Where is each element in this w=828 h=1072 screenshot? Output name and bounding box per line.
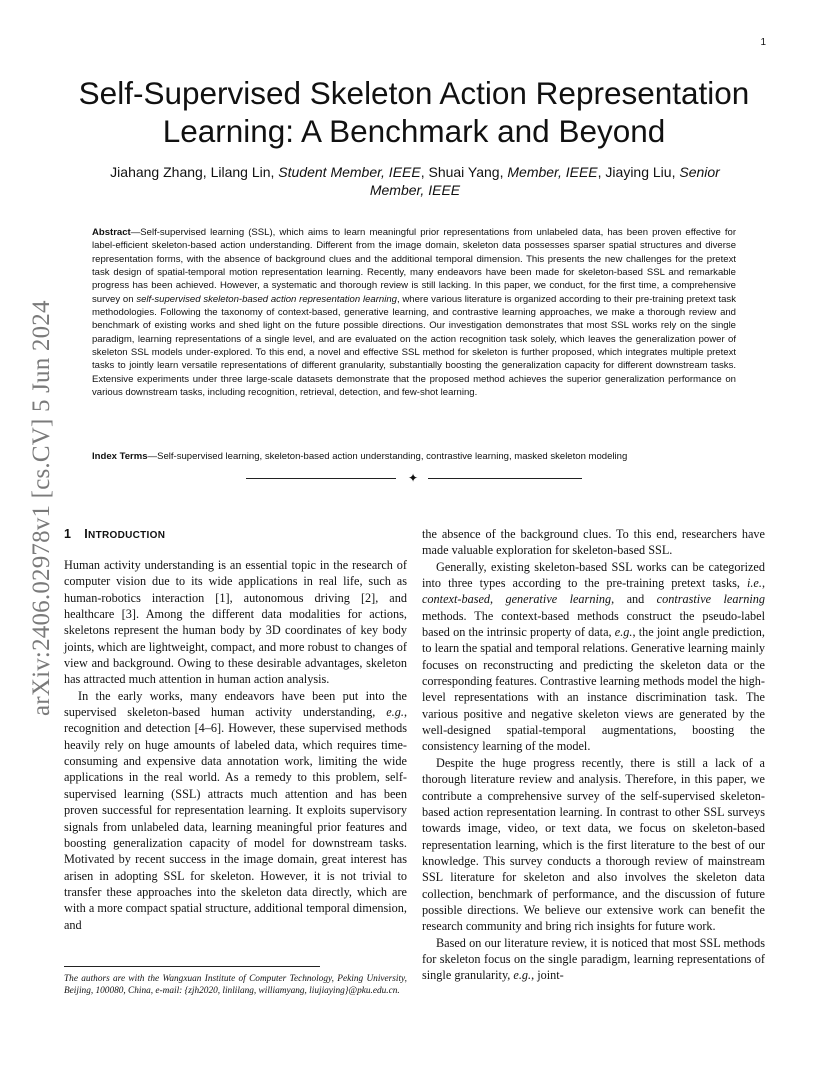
- paragraph: Despite the huge progress recently, there is still a lack of a thorough literature review and analysis. Therefore, in this paper, we contribute a comprehensive survey of the self-supervised skeleton-based action representation learning. In contrast to other SSL surveys towards image, video, or text data, we focus on skeleton-based representation learning, which is the first literature to the best of our knowledge. This survey conducts a thorough review of mainstream SSL literature for skeleton and also involves the skeleton data collection, benchmark of performance, and the discussion of future possible directions. We believe our extensive work can benefit the research community and bring rich insights for future work.: [422, 755, 765, 934]
- arxiv-identifier: arXiv:2406.02978v1 [cs.CV] 5 Jun 2024: [28, 300, 55, 716]
- footnote-rule: [64, 966, 320, 967]
- paragraph-text: , the joint angle prediction, to learn the spatial and temporal relations. Generative learning mainly focuses on reconstructing and predicting the skeleton data or the corresponding features. Contrastive learning methods model the high-level representations with an instance discrimination task. The various positive and negative skeleton views are generated by the well-designed spatial-temporal augmentations, boosting the consistency learning of the model.: [422, 625, 765, 754]
- author-role-1: Student Member, IEEE: [278, 164, 421, 180]
- paragraph-text: In the early works, many endeavors have been put into the supervised skeleton-based human activity understanding,: [64, 688, 407, 720]
- author-names-3: , Jiaying Liu,: [597, 164, 680, 180]
- paragraph-text: , joint-: [531, 968, 564, 983]
- paragraph: [64, 688, 407, 933]
- section-divider: [246, 471, 582, 485]
- divider-line-left: [246, 478, 396, 479]
- paragraph-emphasis: e.g.: [513, 968, 532, 983]
- author-list: [110, 163, 720, 199]
- section-heading: [64, 527, 165, 541]
- divider-line-right: [428, 478, 582, 479]
- paragraph-text: , and: [611, 592, 657, 607]
- page-number: 1: [760, 37, 766, 48]
- author-role-3: Senior Member, IEEE: [369, 164, 720, 198]
- paper-title: [55, 74, 773, 150]
- section-title-initial: I: [84, 527, 89, 541]
- paragraph-emphasis: context-based: [422, 592, 491, 607]
- right-column: [422, 526, 765, 984]
- paragraph-emphasis: generative learning: [505, 592, 612, 607]
- paragraph-text: Based on our literature review, it is noticed that most SSL methods for skeleton focus on the single paradigm, learning representations of single granularity,: [422, 935, 765, 983]
- paragraph: Generally, existing skeleton-based SSL works can be categorized into three types according to the pre-training pretext tasks, i.e., context-based, generative learning, and contrastive learning methods. The context-based methods construct the pseudo-label based on the intrinsic property of data, e.g., the joint angle prediction, to learn the spatial and temporal relations. Generative learning mainly focuses on reconstructing and predicting the skeleton data or the corresponding features. Contrastive learning methods model the high-level representations with an instance discrimination task. The various positive and negative skeleton views are generated by the well-designed spatial-temporal augmentations, boosting the consistency learning of the model.: [422, 559, 765, 754]
- paragraph: the absence of the background clues. To this end, researchers have made valuable exploration for skeleton-based SSL.: [422, 527, 765, 558]
- author-names-1: Jiahang Zhang, Lilang Lin,: [110, 164, 279, 180]
- footnote: The authors are with the Wangxuan Institute of Computer Technology, Peking University, Beijing, 100080, China, e-mail: {zjh2020, linlilang, williamyang, liujiaying}@pku.edu.cn.: [64, 974, 407, 997]
- left-column: [64, 557, 407, 933]
- paragraph-text: methods. The context-based methods construct the pseudo-label based on the intrinsic property of data,: [422, 608, 765, 640]
- abstract-emphasis: self-supervised skeleton-based action representation learning: [136, 293, 397, 305]
- paragraph-emphasis: contrastive learning: [656, 592, 765, 607]
- paragraph-text: , recognition and detection [4–6]. However, these supervised methods heavily rely on huge amounts of labeled data, which requires time-consuming and expensive data annotation work, limiting the wide applications in the real world. As a remedy to this problem, self-supervised learning (SSL) attracts much attention and has been proven successful for representation learning. It exploits supervisory signals from unlabeled data, learning meaningful prior features and boosting generalization capacity of model for downstream tasks. Motivated by recent success in the image domain, great interest has arisen in adopting SSL for skeleton. However, it is not trivial to transfer these approaches into the skeleton data directly, which are with a more compact spatial structure, additional temporal dimension, and: [64, 705, 407, 932]
- divider-star-icon: ✦: [408, 471, 419, 485]
- index-terms: [92, 450, 736, 463]
- paragraph-text: Generally, existing skeleton-based SSL works can be categorized into three types according to the pre-training pretext tasks,: [422, 559, 765, 591]
- section-number: 1: [64, 527, 72, 541]
- title-line-1: Self-Supervised Skeleton Action Representation: [78, 75, 750, 111]
- paragraph-emphasis: e.g.: [614, 625, 633, 640]
- paragraph: [422, 935, 765, 984]
- paragraph-emphasis: i.e.: [746, 576, 762, 591]
- abstract-text-2: , where various literature is organized according to their pre-training pretext task methodologies. Following the taxonomy of context-based, generative learning, and contrastive learning approaches, we make a thorough review and benchmark of existing works and shed light on the future possible directions. Our investigation demonstrates that most SSL works rely on the single paradigm, learning representations of a single level, and are evaluated on the action recognition task solely, which leaves the generalization power of skeleton SSL models under-explored. To this end, a novel and effective SSL method for skeleton is further proposed, which integrates multiple pretext tasks to jointly learn versatile representations of different granularity, substantially boosting the generalization capacity for different downstream tasks. Extensive experiments under three large-scale datasets demonstrate that the proposed method achieves the superior generalization performance on various downstream tasks, including recognition, retrieval, detection, and few-shot learning.: [92, 293, 736, 399]
- index-terms-label: Index Terms: [92, 451, 148, 462]
- section-title-rest: NTRODUCTION: [88, 530, 166, 541]
- title-line-2: Learning: A Benchmark and Beyond: [162, 113, 666, 149]
- paragraph-emphasis: e.g.: [386, 705, 404, 720]
- author-role-2: Member, IEEE: [507, 164, 598, 180]
- author-names-2: , Shuai Yang,: [420, 164, 508, 180]
- paragraph: Human activity understanding is an essential topic in the research of computer vision due to its wide applications in real life, such as human-robotics interaction [1], autonomous driving [2], and healthcare [3]. Among the different data modalities for actions, skeletons represent the human body by 3D coordinates of key body joints, which are lightweight, compact, and more robust to changes of view and background. Owing to these desirable advantages, skeleton has attracted much attention in human action analysis.: [64, 558, 407, 687]
- abstract: [92, 226, 736, 399]
- abstract-label: Abstract: [92, 227, 131, 238]
- index-terms-text: —Self-supervised learning, skeleton-based action understanding, contrastive learning, masked skeleton modeling: [147, 451, 628, 462]
- abstract-text-1: —Self-supervised learning (SSL), which aims to learn meaningful prior representations from unlabeled data, has been proven effective for label-efficient skeleton-based action understanding. Different from the image domain, skeleton data possesses sparser spatial structures and diverse representation forms, with the absence of background clues and the additional temporal dimension. This presents the new challenges for the pretext task design of spatial-temporal motion representation learning. Recently, many endeavors have been made for skeleton-based SSL and remarkable progress has been achieved. However, a systematic and thorough review is still lacking. In this paper, we conduct, for the first time, a comprehensive survey on: [92, 227, 736, 305]
